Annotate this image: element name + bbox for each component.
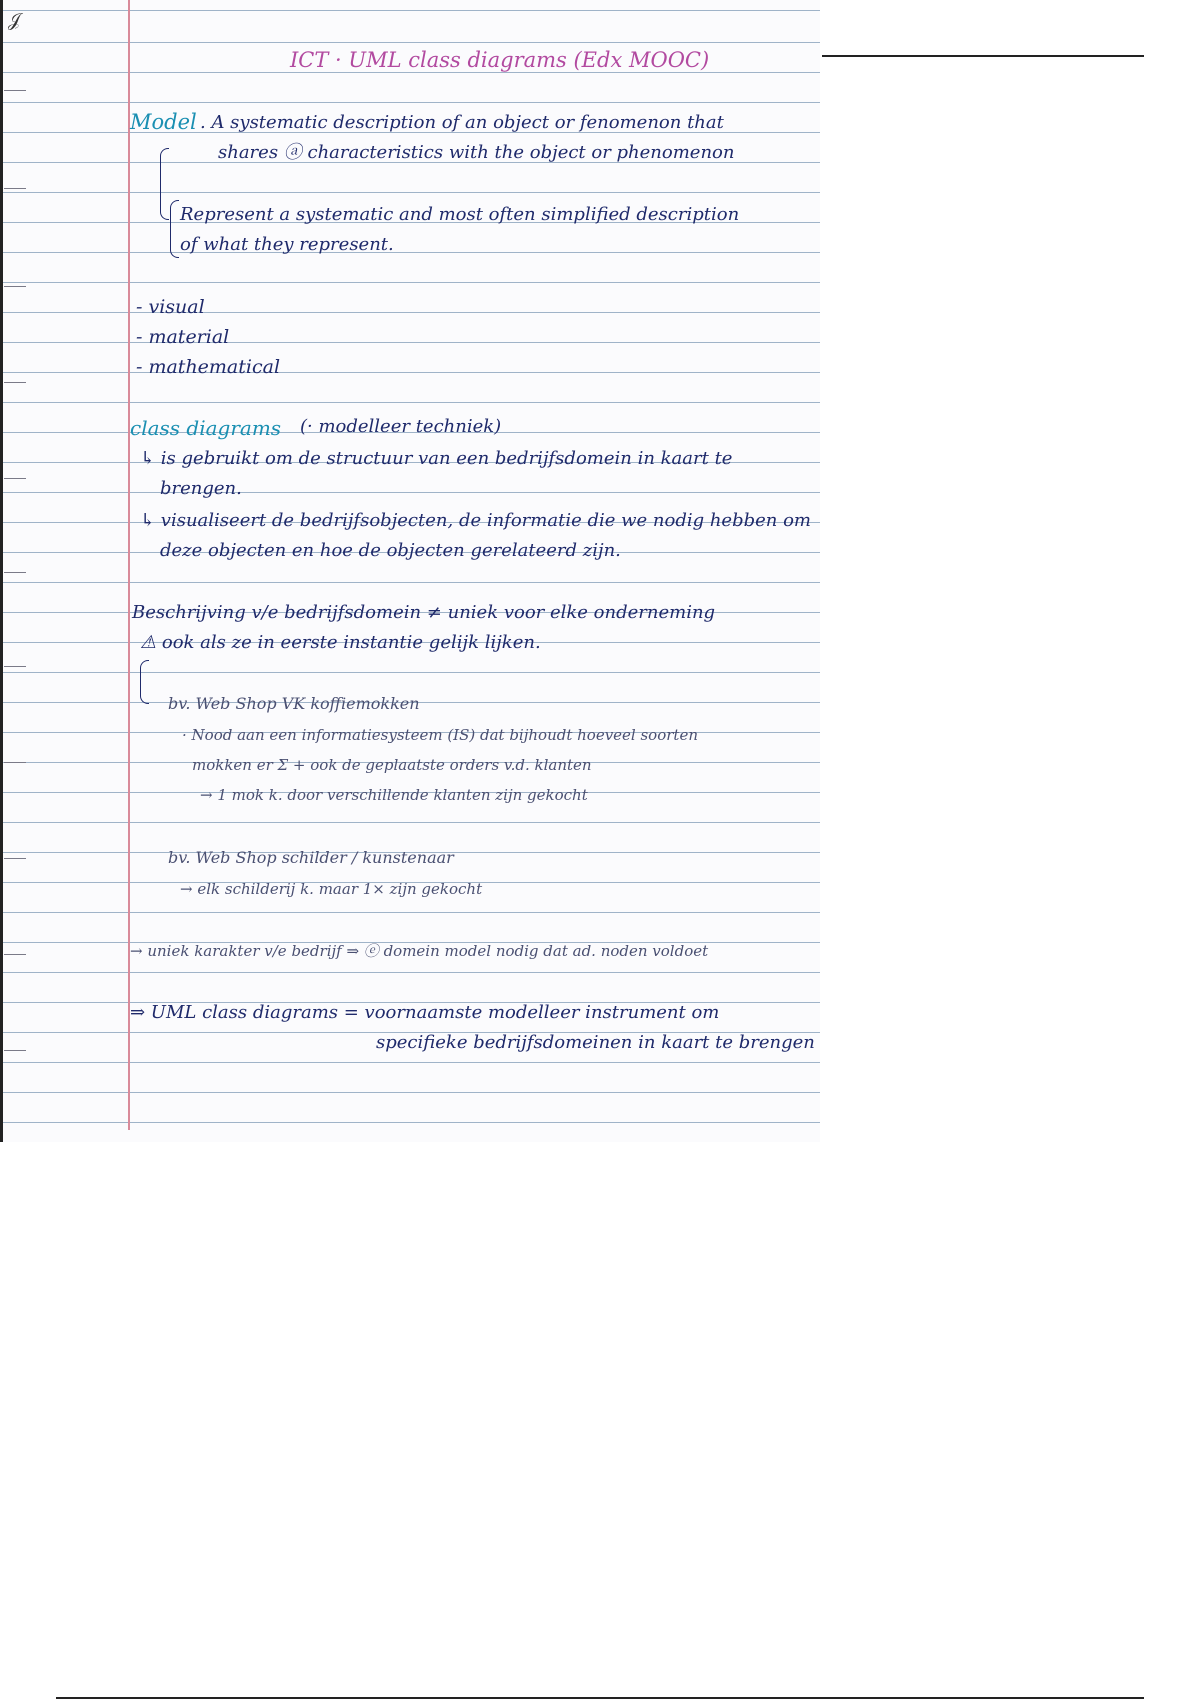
example-2-line-a: → elk schilderij k. maar 1× zijn gekocht: [180, 880, 483, 898]
model-type-visual: - visual: [136, 296, 205, 318]
example-1-line-c: → 1 mok k. door verschillende klanten zijn gekocht: [200, 786, 588, 804]
model-type-material: - material: [136, 326, 230, 348]
class-diagrams-note: (· modelleer techniek): [300, 416, 502, 437]
conclusion-line-2: specifieke bedrijfsdomeinen in kaart te brengen: [376, 1032, 815, 1053]
class-diagrams-line-4: deze objecten en hoe de objecten gerelateerd zijn.: [160, 540, 621, 561]
binding-mark: [4, 468, 26, 479]
binding-mark: [4, 944, 26, 955]
example-1-line-b: mokken er Σ + ook de geplaatste orders v.d. klanten: [192, 756, 592, 774]
notebook-page: [0, 0, 820, 1142]
class-diagrams-line-2: brengen.: [160, 478, 242, 499]
conclusion-line-1: ⇒ UML class diagrams = voornaamste modelleer instrument om: [130, 1002, 720, 1023]
bracket: [170, 200, 179, 258]
model-type-mathematical: - mathematical: [136, 356, 281, 378]
margin-line: [128, 0, 130, 1130]
page-left-edge: [0, 0, 3, 1142]
model-definition-line-2: shares ⓐ characteristics with the object or phenomenon: [218, 142, 735, 163]
domain-line-2: ⚠ ook als ze in eerste instantie gelijk lijken.: [140, 632, 541, 653]
model-term: Model: [130, 110, 197, 134]
binding-mark: [4, 1040, 26, 1051]
class-diagrams-line-1: ↳ is gebruikt om de structuur van een bedrijfsdomein in kaart te: [140, 448, 733, 469]
corner-mark: 𝒥: [8, 10, 21, 31]
brace: [140, 660, 149, 704]
binding-mark: [4, 848, 26, 859]
example-1-title: bv. Web Shop VK koffiemokken: [168, 694, 420, 713]
binding-mark: [4, 80, 26, 91]
page-title: ICT · UML class diagrams (Edx MOOC): [290, 48, 710, 72]
brace: [160, 148, 169, 220]
unique-character-line: → uniek karakter v/e bedrijf ⇒ ⓔ domein model nodig dat ad. noden voldoet: [130, 942, 709, 960]
binding-mark: [4, 656, 26, 667]
binding-mark: [4, 562, 26, 573]
binding-mark: [4, 178, 26, 189]
example-1-line-a: · Nood aan een informatiesysteem (IS) dat bijhoudt hoeveel soorten: [182, 726, 698, 744]
binding-mark: [4, 372, 26, 383]
example-2-title: bv. Web Shop schilder / kunstenaar: [168, 848, 454, 867]
class-diagrams-heading: class diagrams: [130, 416, 282, 440]
bottom-rule: [56, 1697, 1144, 1699]
domain-line-1: Beschrijving v/e bedrijfsdomein ≠ uniek voor elke onderneming: [132, 602, 716, 623]
top-rule: [822, 55, 1144, 57]
binding-mark: [4, 752, 26, 763]
class-diagrams-line-3: ↳ visualiseert de bedrijfsobjecten, de informatie die we nodig hebben om: [140, 510, 812, 531]
model-definition-line-1: . A systematic description of an object or fenomenon that: [200, 112, 724, 133]
represent-line-1: Represent a systematic and most often simplified description: [180, 204, 740, 225]
binding-mark: [4, 276, 26, 287]
represent-line-2: of what they represent.: [180, 234, 394, 255]
